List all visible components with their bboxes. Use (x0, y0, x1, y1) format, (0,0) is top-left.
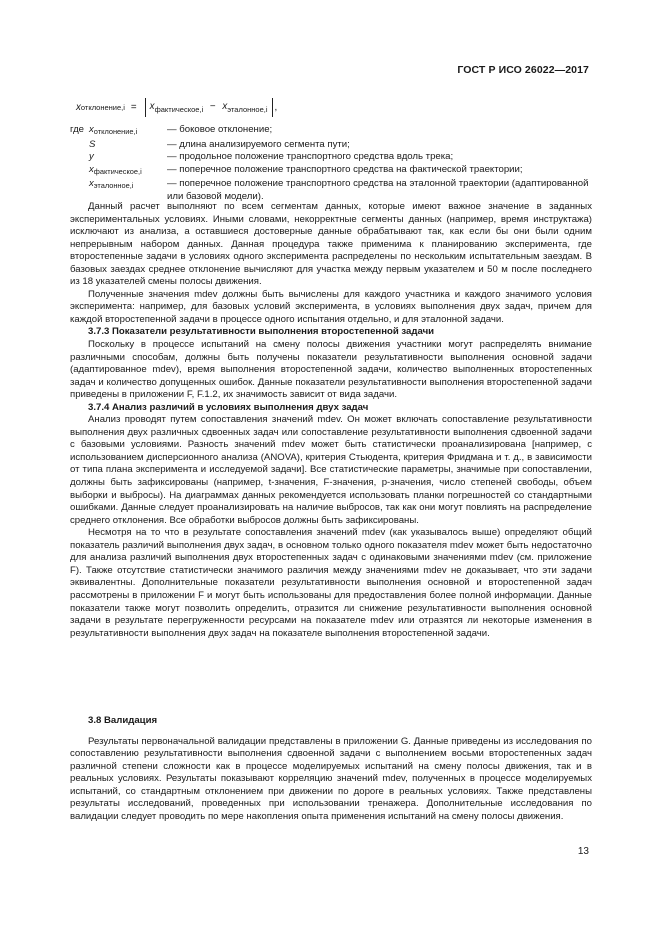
definition-text: — поперечное положение транспортного средства на фактической траектории; (167, 163, 523, 175)
formula-trailing-comma: , (274, 101, 278, 113)
section-heading-3-7-4: 3.7.4 Анализ различий в условиях выполнения двух задач (88, 401, 369, 413)
paragraph: Анализ проводят путем сопоставления значений mdev. Он может включать сопоставление результативности выполнения двух различных сдвоенных задач или сопоставление результативности выполнения сдвоенной задачи с базовыми условиями. Разность значений mdev может быть статистически проанализирована [например, с использованием дисперсионного анализа (ANOVA), критерия Стьюдента, критерия Фридмана и т. д., в зависимости от типа плана эксперимента и исследуемой задачи]. Все статистические параметры, значимые при сопоставлении, должны быть зафиксированы (например, t-значения, F-значения, р-значения, число степеней свободы, объем выборки и выбросы). На диаграммах данных рекомендуется использовать планки погрешностей со стандартными ошибками. Данные следует проанализировать на наличие выбросов, так как они могут повлиять на распределение среднего отклонения. Все обработки выбросов должны быть зафиксированы. (70, 414, 592, 526)
definition-symbol-subscript: отклонение,i (93, 127, 138, 136)
page-number: 13 (577, 846, 589, 857)
section-heading-3-7-3: 3.7.3 Показатели результативности выполнения второстепенной задачи (88, 326, 435, 338)
document-code-header: ГОСТ Р ИСО 26022—2017 (457, 64, 589, 76)
main-text (70, 201, 592, 640)
paragraph: Несмотря на то что в результате сопоставления значений mdev (как указывалось выше) определяют общий показатель различий выполнения двух задач, в основном только одного показателя mdev может быть недостаточно для анализа различий выполнения двух второстепенных задач с одинаковыми значениями mdev (см. приложение F). Также отсутствие статистически значимого различия между значениями mdev не доказывает, что эти задачи эквивалентны. Дополнительные показатели результативности выполнения основной и второстепенной задач рассмотрены в приложении F и могут быть использованы для предоставления более полной информации. Данные показатели также могут позволить определить, отразится ли снижение результативности выполнения основной задачи в результате перегруженности ресурсами на показателе mdev или отразятся ли некоторые изменения в результативности выполнения двух задач на показателе выполнения второстепенной задачи. (70, 527, 592, 639)
definition-row (70, 178, 592, 203)
formula-lhs-subscript: отклонение,i (80, 102, 125, 112)
paragraph: Результаты первоначальной валидации представлены в приложении G. Данные приведены из исследования по сопоставлению результативности выполнения сдвоенной задачи с выполнением восьми второстепенных задач различной степени сложности как в процессе моделируемых испытаний на смену полосы движения, так и в реальных условиях. Результаты показывают корреляцию значений mdev, полученных в процессе моделируемых испытаний, со стандартным отклонением при движении по дороге в реальных условиях. Также представлены результаты исследований, проведенных при использовании тренажера. Дополнительные исследования по валидации следует проводить по мере накопления опыта применения испытаний на смену полосы движения. (70, 735, 592, 822)
definition-row (70, 151, 592, 164)
definition-symbol: x (89, 124, 94, 135)
variable-definitions (70, 124, 592, 204)
formula-lhs: x (76, 101, 81, 113)
section-heading-3-8: 3.8 Валидация (88, 715, 158, 726)
definition-row (70, 139, 592, 152)
definition-text: — продольное положение транспортного средства вдоль трека; (167, 151, 454, 163)
formula-minus: − (209, 100, 216, 112)
paragraph: Поскольку в процессе испытаний на смену полосы движения участники могут распределять внимание различными способам, должны быть получены показатели результативности выполнения основной задачи (адаптированное mdev), время выполнения второстепенной задачи, количество выполненных второстепенных задач и количество допущенных ошибок. Данные показатели результативности выполнения второстепенной задачи приведены в приложении F, F.1.2, их значимость зависит от вида задачи. (70, 339, 592, 401)
definition-text: — длина анализируемого сегмента пути; (167, 138, 350, 150)
deviation-formula (76, 94, 277, 120)
formula-term-reference-subscript: эталонное,i (227, 104, 268, 114)
formula-term-actual: x (149, 100, 155, 112)
definition-text: — боковое отклонение; (167, 124, 273, 135)
formula-term-reference: x (222, 100, 228, 112)
definition-text: — поперечное положение транспортного средства на эталонной траектории (адаптированной или базовой модели). (167, 178, 589, 202)
definition-symbol: x (89, 178, 94, 190)
definitions-lead-word: где (70, 124, 85, 135)
paragraph: Данный расчет выполняют по всем сегментам данных, которые имеют важное значение в заданных экспериментальных условиях. Иными словами, некорректные сегменты данных (например, время инструктажа) исключают из анализа, а оставшиеся достоверные данные обрабатывают так, как если бы они были одним непрерывным набором данных. Данная процедура также применима к планированию эксперимента, где второстепенные задачи в условиях одного эксперимента распределены по нескольким испытательным заездам. В базовых заездах среднее отклонение вычисляют для участка между первым указателем и 50 м после последнего из 18 указателей смены полосы движения. (70, 201, 592, 288)
definition-symbol: y (89, 151, 94, 163)
definition-symbol: S (89, 138, 96, 150)
definition-symbol-subscript: фактическое,i (93, 166, 142, 176)
definition-row (70, 124, 592, 139)
formula-term-actual-subscript: фактическое,i (154, 104, 204, 114)
definition-symbol-subscript: эталонное,i (93, 181, 134, 191)
validation-section (70, 715, 592, 823)
formula-absolute-value (145, 98, 273, 117)
formula-equals: = (130, 101, 137, 113)
paragraph: Полученные значения mdev должны быть вычислены для каждого участника и каждого значимого условия эксперимента: например, для базовых условий эксперимента, в условиях выполнения двух задач, причем для каждой второстепенной задачи в процессе одного испытания отдельно, и для эталонной задачи. (70, 288, 592, 325)
definition-symbol: x (89, 163, 94, 175)
definition-row (70, 164, 592, 179)
